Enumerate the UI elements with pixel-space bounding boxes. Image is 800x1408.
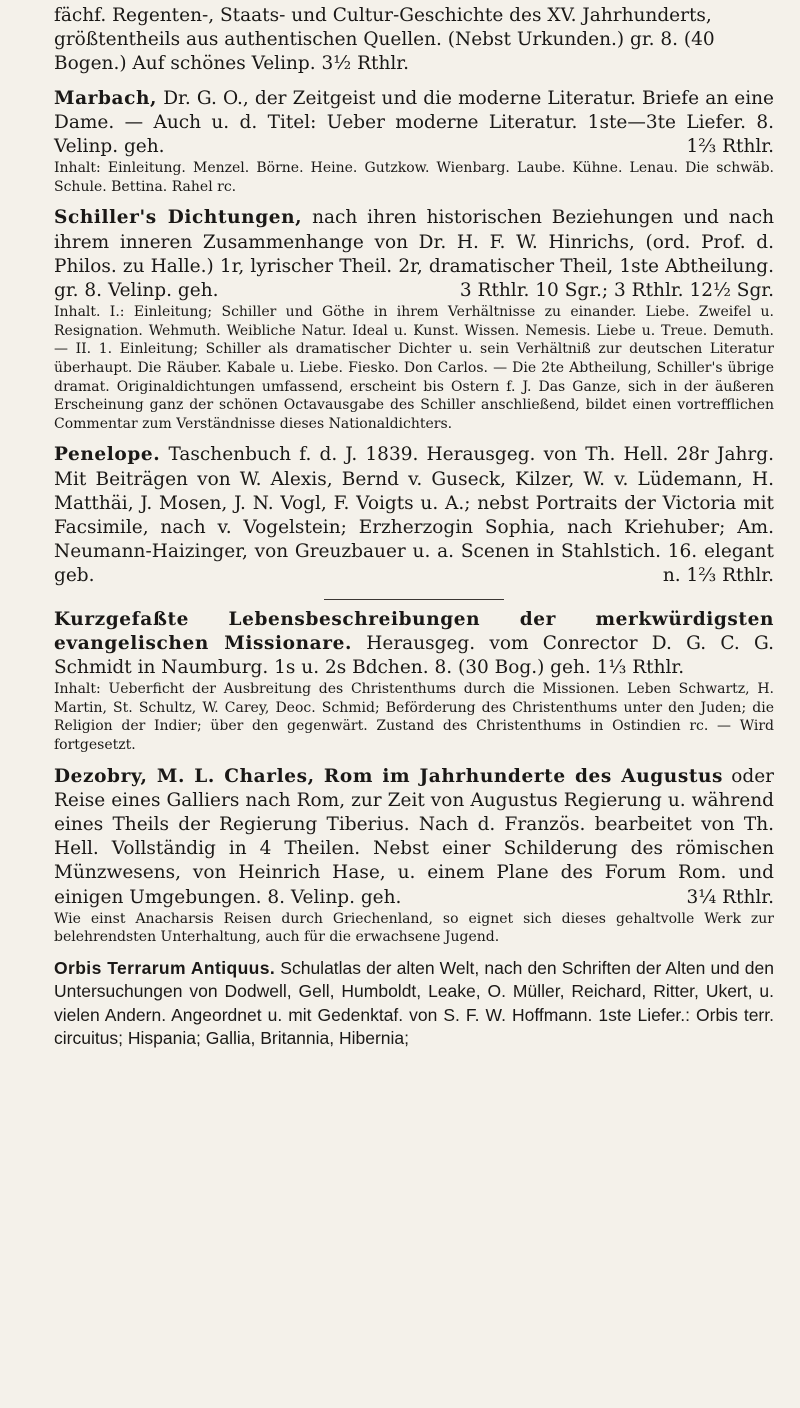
catalog-entry-penelope [54, 443, 774, 588]
entry-description: Taschenbuch f. d. J. 1839. Herausgeg. von Th. Hell. 28r Jahrg. Mit Beiträgen von W. Alexis, Bernd v. Guseck, Kilzer, W. v. Lüdemann, H. Matthäi, J. Mosen, J. N. Vogl, F. Voigts u. A.; nebst Portraits der Victoria mit Facsimile, nach v. Vogelstein; Erzherzogin Sophia, nach Kriehuber; Am. Neumann-Haizinger, von Greuzbauer u. a. Scenen in Stahlstich. 16. elegant geb. [54, 444, 774, 587]
entry-description: nach ihren historischen Beziehungen und nach ihrem inneren Zusammenhange von Dr. H. F. W. Hinrichs, (ord. Prof. d. Philos. zu Halle.) 1r, lyrischer Theil. 2r, dramatischer Theil, 1ste Abtheilung. gr. 8. Velinp. geh. [54, 207, 774, 302]
entry-price: 3 Rthlr. 10 Sgr.; 3 Rthlr. 12½ Sgr. [459, 280, 774, 302]
entry-text [54, 957, 774, 1051]
catalog-entry-regenten [54, 4, 774, 77]
entry-contents: Wie einst Anacharsis Reisen durch Griechenland, so eignet sich dieses gehaltvolle Werk zur belehrendsten Unterhaltung, auch für die erwachsene Jugend. [54, 910, 774, 946]
entry-line: Bogen.) Auf schönes Velinp. 3½ Rthlr. [54, 53, 409, 75]
entry-text [54, 608, 774, 681]
entry-contents: Inhalt. I.: Einleitung; Schiller und Göthe in ihrem Verhältnisse zu einander. Liebe. Zweifel u. Resignation. Wehmuth. Weibliche Natur. Ideal u. Kunst. Wissen. Nemesis. Liebe u. Treue. Demuth. — II. 1. Einleitung; Schiller als dramatischer Dichter u. sein Verhältniß zur deutschen Literatur überhaupt. Die Räuber. Kabale u. Liebe. Fiesko. Don Carlos. — Die 2te Abtheilung, Schiller's übrige dramat. Originaldichtungen umfassend, erscheint bis Ostern f. J. Das Ganze, sich in der äußeren Erscheinung ganz der schönen Octavausgabe des Schiller anschließend, bildet einen vortrefflichen Commentar zum Verständnisse dieses Nationaldichters. [54, 304, 774, 432]
catalog-entry-dezobry [54, 765, 774, 947]
section-divider [54, 599, 774, 600]
entry-price: n. 1⅔ Rthlr. [662, 565, 774, 587]
entry-text [54, 4, 774, 77]
entry-headword: Orbis Terrarum Antiquus. [54, 957, 276, 978]
catalog-entry-orbis [54, 957, 774, 1051]
entry-headword: Penelope. [54, 444, 161, 466]
entry-description: oder Reise eines Galliers nach Rom, zur Zeit von Augustus Regierung u. während eines Theils der Regierung Tiberius. Nach d. Französ. bearbeitet von Th. Hell. Vollständig in 4 Theilen. Nebst einer Schilderung des römischen Münzwesens, von Heinrich Hase, u. einem Plane des Forum Rom. und einigen Umgebungen. 8. Velinp. geh. [54, 765, 774, 908]
entry-headword: Dezobry, M. L. Charles, Rom im Jahrhunderte des Augustus [54, 765, 724, 787]
entry-price: 1⅔ Rthlr. [686, 136, 774, 158]
entry-headword: Kurzgefaßte Lebensbeschreibungen der merkwürdigsten evangelischen Missionare. [54, 608, 774, 654]
entry-text [54, 206, 774, 303]
entry-contents: Inhalt: Einleitung. Menzel. Börne. Heine. Gutzkow. Wienbarg. Laube. Kühne. Lenau. Die schwäb. Schule. Bettina. Rahel rc. [54, 160, 774, 195]
catalog-entry-marbach [54, 87, 774, 197]
entry-description: Dr. G. O., der Zeitgeist und die moderne Literatur. Briefe an eine Dame. — Auch u. d. Titel: Ueber moderne Literatur. 1ste—3te Liefer. 8. Velinp. geh. [54, 87, 774, 158]
entry-contents: Inhalt: Ueberficht der Ausbreitung des Christenthums durch die Missionen. Leben Schwartz, H. Martin, St. Schultz, W. Carey, Deoc. Schmid; Beförderung des Christenthums unter den Juden; die Religion der Indier; über den gegenwärt. Zustand des Christenthums in Ostindien rc. — Wird fortgesetzt. [54, 681, 774, 753]
entry-headword: Schiller's Dichtungen, [54, 207, 303, 229]
entry-line: größtentheils aus authentischen Quellen. (Nebst Urkunden.) gr. 8. (40 [54, 29, 715, 51]
entry-text [54, 87, 774, 160]
entry-description: Herausgeg. vom Conrector D. G. C. G. Schmidt in Naumburg. 1s u. 2s Bdchen. 8. (30 Bog.) geh. 1⅓ Rthlr. [54, 632, 774, 678]
entry-text [54, 443, 774, 588]
entry-price: 3¼ Rthlr. [686, 886, 774, 908]
catalog-entry-schiller [54, 206, 774, 433]
entry-headword: Marbach, [54, 87, 158, 109]
catalog-entry-missionare [54, 608, 774, 755]
entry-text [54, 765, 774, 910]
entry-description: Schulatlas der alten Welt, nach den Schriften der Alten und den Untersuchungen von Dodwell, Gell, Humboldt, Leake, O. Müller, Reichard, Ritter, Ukert, u. vielen Andern. Angeordnet u. mit Gedenktaf. von S. F. W. Hoffmann. 1ste Liefer.: Orbis terr. circuitus; Hispania; Gallia, Britannia, Hibernia; [54, 957, 774, 1049]
entry-line: fächf. Regenten-, Staats- und Cultur-Geschichte des XV. Jahrhunderts, [54, 5, 712, 26]
